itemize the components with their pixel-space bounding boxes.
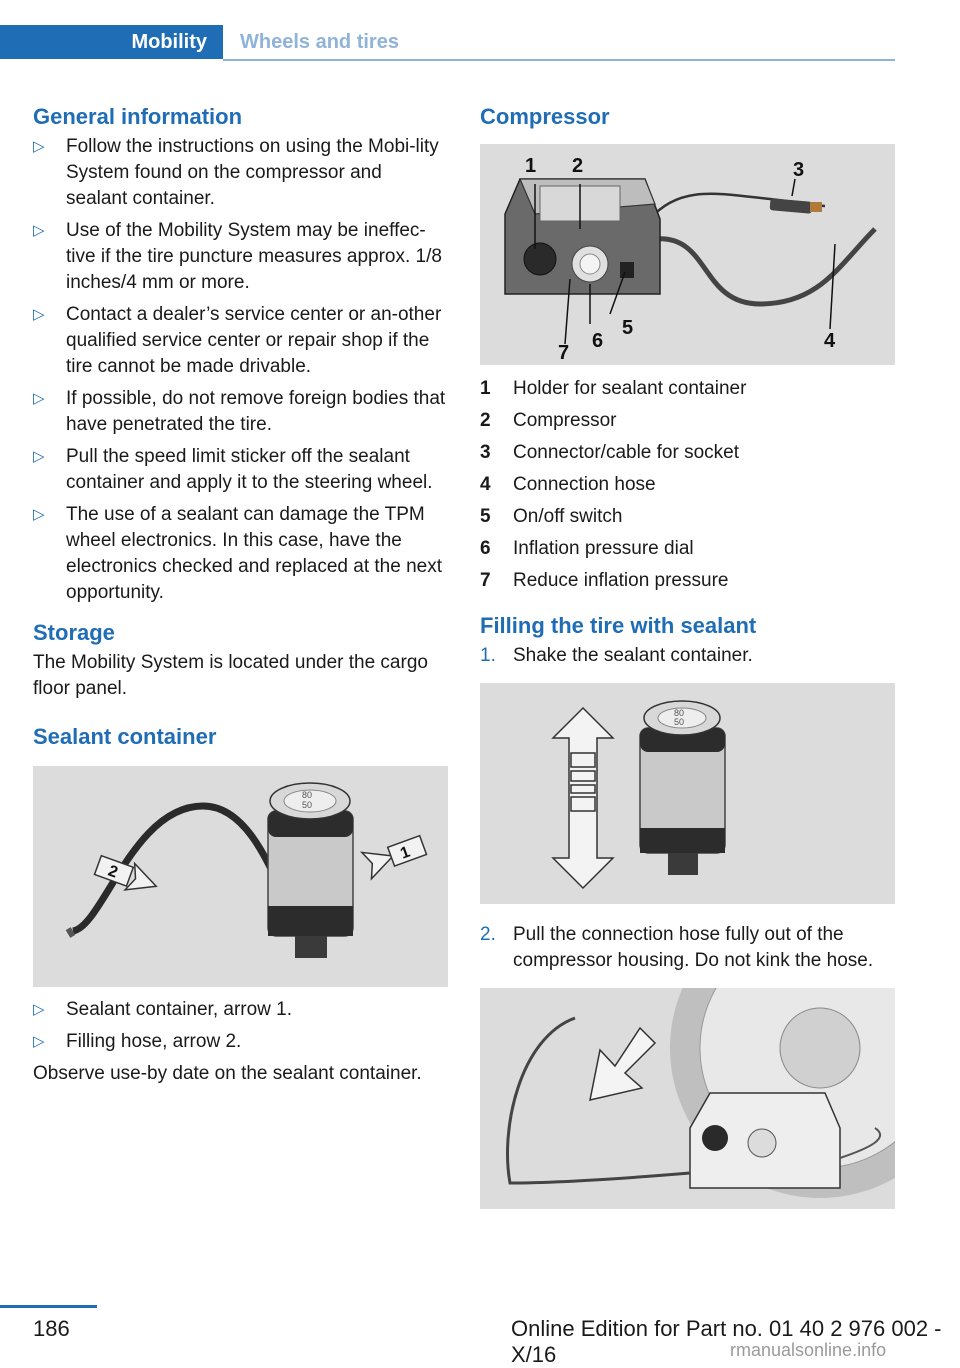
left-column	[33, 100, 448, 1087]
arrow-label-1: 1	[398, 843, 413, 863]
triangle-bullet-icon: ▷	[33, 506, 45, 523]
watermark: rmanualsonline.info	[730, 1340, 887, 1360]
triangle-bullet-icon: ▷	[33, 390, 45, 407]
sealant-container-figure	[33, 766, 448, 987]
tab-underline	[223, 59, 895, 61]
arrow-label-2: 2	[105, 862, 120, 882]
list-item: 5 On/off switch	[480, 506, 623, 527]
callout-3: 3	[793, 159, 805, 181]
callout-2: 2	[572, 155, 584, 177]
triangle-bullet-icon: ▷	[33, 138, 45, 155]
sealant-container-illustration	[33, 766, 448, 987]
svg-text:80: 80	[674, 708, 685, 718]
callout-5: 5	[622, 317, 634, 339]
callout-4: 4	[824, 330, 836, 352]
callout-7: 7	[558, 342, 570, 364]
list-item: ▷ Pull the speed limit sticker off the sealant container and apply it to the steering wheel.	[33, 446, 433, 493]
header-tabs	[0, 25, 895, 61]
shake-illustration	[480, 683, 895, 904]
svg-text:50: 50	[302, 800, 313, 810]
list-item: 4 Connection hose	[480, 474, 656, 495]
pull-hose-illustration	[480, 988, 895, 1209]
triangle-bullet-icon: ▷	[33, 1001, 45, 1018]
step-1: 1. Shake the sealant container.	[480, 645, 753, 666]
triangle-bullet-icon: ▷	[33, 222, 45, 239]
compressor-heading: Compressor	[480, 104, 610, 129]
list-item: 1 Holder for sealant container	[480, 378, 747, 399]
triangle-bullet-icon: ▷	[33, 1033, 45, 1050]
right-column	[480, 100, 895, 1209]
list-item: 7 Reduce inflation pressure	[480, 570, 729, 591]
compressor-illustration	[480, 144, 895, 365]
callout-6: 6	[592, 330, 604, 352]
list-item: 3 Connector/cable for socket	[480, 442, 740, 463]
storage-heading: Storage	[33, 620, 115, 645]
svg-text:80: 80	[302, 790, 313, 800]
page-number: 186	[33, 1316, 70, 1341]
list-item: ▷ Sealant container, arrow 1.	[33, 997, 448, 1023]
general-information-heading: General information	[33, 104, 243, 129]
shake-container-figure	[480, 683, 895, 904]
list-item: ▷ If possible, do not remove foreign bodies that have penetrated the tire.	[33, 388, 446, 435]
compressor-figure	[480, 144, 895, 365]
list-item: ▷ Filling hose, arrow 2.	[33, 1029, 448, 1055]
sealant-container-heading: Sealant container	[33, 724, 217, 749]
list-item: 6 Inflation pressure dial	[480, 538, 694, 559]
list-item: ▷ The use of a sealant can damage the TPM wheel electronics. In this case, have the electronics checked and replaced at the next opportunity.	[33, 504, 443, 603]
list-item: ▷ Use of the Mobility System may be ineffec‐tive if the tire puncture measures approx. 1/8 inches/4 mm or more.	[33, 220, 442, 293]
filling-heading: Filling the tire with sealant	[480, 613, 757, 638]
list-item: ▷ Follow the instructions on using the Mobi‐lity System found on the compressor and sealant container.	[33, 136, 439, 209]
callout-1: 1	[525, 155, 537, 177]
svg-text:50: 50	[674, 717, 685, 727]
filling-steps-2	[480, 922, 895, 974]
general-bullets	[33, 134, 448, 606]
edition-text: Online Edition for Part no. 01 40 2 976 002 - X/16	[511, 1316, 942, 1367]
sealant-note: Observe use-by date on the sealant container.	[33, 1063, 422, 1084]
list-item: ▷ Contact a dealer’s service center or an‐other qualified service center or repair shop if the tire cannot be made drivable.	[33, 304, 442, 377]
list-item: 2 Compressor	[480, 410, 617, 431]
footer-rule	[0, 1305, 97, 1308]
triangle-bullet-icon: ▷	[33, 306, 45, 323]
storage-text: The Mobility System is located under the cargo floor panel.	[33, 652, 428, 699]
triangle-bullet-icon: ▷	[33, 448, 45, 465]
step-2: 2. Pull the connection hose fully out of the compressor housing. Do not kink the hose.	[480, 924, 874, 971]
tab-mobility[interactable]: Mobility	[0, 25, 223, 59]
sealant-bullets	[33, 997, 448, 1055]
tab-wheels-and-tires[interactable]: Wheels and tires	[240, 30, 399, 53]
pull-hose-figure	[480, 988, 895, 1209]
filling-steps	[480, 643, 895, 669]
compressor-parts-list	[480, 373, 895, 597]
